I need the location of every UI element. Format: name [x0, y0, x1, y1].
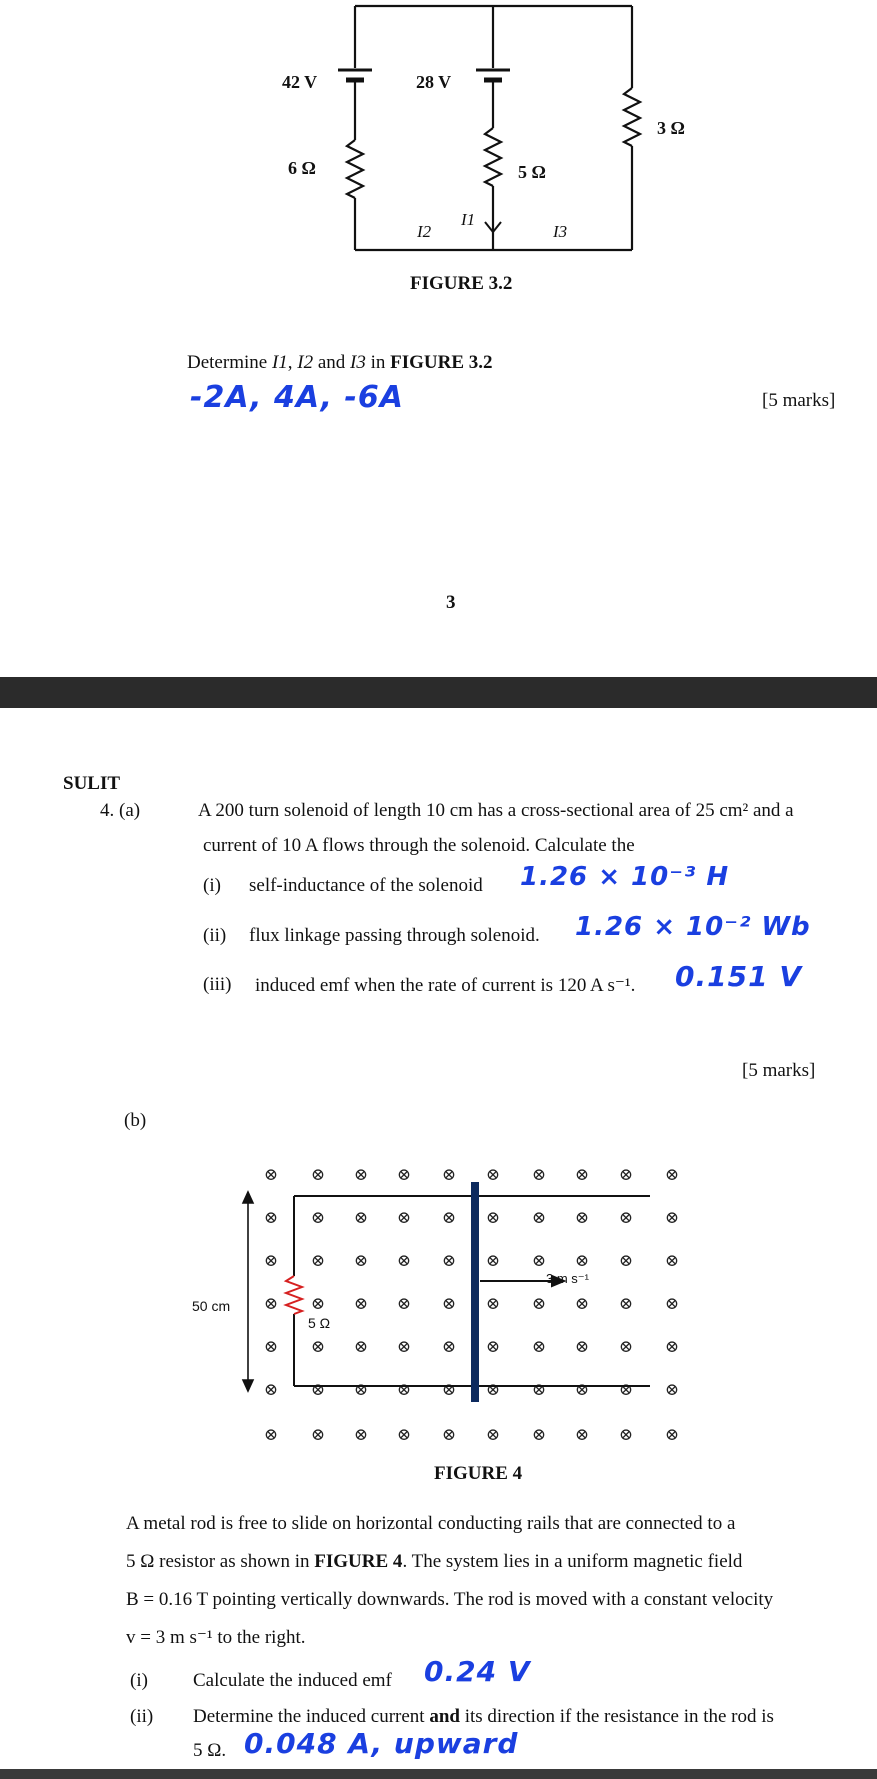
part-b-ii-line2: 5 Ω. [193, 1740, 227, 1761]
bottom-dark-bar [0, 1769, 877, 1779]
field-into-page-icon: ⊗ [441, 1165, 457, 1184]
field-into-page-icon: ⊗ [664, 1380, 680, 1399]
field-into-page-icon: ⊗ [396, 1337, 412, 1356]
field-into-page-icon: ⊗ [574, 1294, 590, 1313]
field-into-page-icon: ⊗ [664, 1425, 680, 1444]
field-into-page-icon: ⊗ [353, 1380, 369, 1399]
field-into-page-icon: ⊗ [574, 1425, 590, 1444]
field-into-page-icon: ⊗ [574, 1208, 590, 1227]
handwritten-answer-current-direction: 0.048 A, upward [244, 1727, 519, 1760]
field-into-page-icon: ⊗ [263, 1425, 279, 1444]
question-4b-number: (b) [124, 1110, 147, 1131]
field-into-page-icon: ⊗ [396, 1380, 412, 1399]
part-i-text: self-inductance of the solenoid [249, 875, 483, 896]
page-number: 3 [446, 592, 456, 613]
field-into-page-icon: ⊗ [664, 1294, 680, 1313]
field-into-page-icon: ⊗ [531, 1294, 547, 1313]
field-into-page-icon: ⊗ [531, 1251, 547, 1270]
field-into-page-icon: ⊗ [353, 1294, 369, 1313]
figure-3-2-caption: FIGURE 3.2 [410, 273, 513, 294]
field-into-page-icon: ⊗ [353, 1425, 369, 1444]
part-b-ii-text: Determine the induced current and its direction if the resistance in the rod is [193, 1706, 774, 1727]
field-into-page-icon: ⊗ [441, 1208, 457, 1227]
field-into-page-icon: ⊗ [618, 1294, 634, 1313]
para-line1: A metal rod is free to slide on horizontal conducting rails that are connected to a [126, 1513, 736, 1534]
field-into-page-icon: ⊗ [263, 1208, 279, 1227]
question-4a-number: 4. (a) [100, 800, 141, 821]
sulit-header: SULIT [63, 773, 121, 794]
part-ii-text: flux linkage passing through solenoid. [249, 925, 540, 946]
part-ii-number: (ii) [203, 925, 227, 946]
resistor-5-ohm-label: 5 Ω [518, 162, 546, 182]
resistor-5-ohm-fig4-label: 5 Ω [308, 1315, 331, 1331]
emf-42v-label: 42 V [282, 72, 318, 92]
field-into-page-icon: ⊗ [263, 1337, 279, 1356]
handwritten-answer-flux-linkage: 1.26 × 10⁻² Wb [575, 912, 811, 942]
field-into-page-icon: ⊗ [396, 1165, 412, 1184]
field-into-page-icon: ⊗ [310, 1208, 326, 1227]
field-into-page-icon: ⊗ [485, 1294, 501, 1313]
field-into-page-icon: ⊗ [263, 1251, 279, 1270]
figure-4-rails-diagram [180, 1150, 720, 1450]
field-into-page-icon: ⊗ [353, 1208, 369, 1227]
para-line3: B = 0.16 T pointing vertically downwards. The rod is moved with a constant velocity [126, 1589, 774, 1610]
field-into-page-icon: ⊗ [531, 1208, 547, 1227]
field-into-page-icon: ⊗ [574, 1251, 590, 1270]
field-into-page-icon: ⊗ [664, 1208, 680, 1227]
field-into-page-icon: ⊗ [396, 1425, 412, 1444]
length-50cm-label: 50 cm [192, 1298, 231, 1314]
part-iii-text: induced emf when the rate of current is 120 A s⁻¹. [255, 975, 636, 996]
page-separator-bar [0, 677, 877, 708]
para-line2: 5 Ω resistor as shown in FIGURE 4. The system lies in a uniform magnetic field [126, 1551, 743, 1572]
field-into-page-icon: ⊗ [441, 1425, 457, 1444]
circuit-figure-3-2 [0, 0, 877, 300]
field-into-page-icon: ⊗ [531, 1337, 547, 1356]
part-b-ii-number: (ii) [130, 1706, 154, 1727]
field-into-page-icon: ⊗ [396, 1251, 412, 1270]
velocity-label: 3 m s⁻¹ [546, 1271, 589, 1286]
field-into-page-icon: ⊗ [574, 1165, 590, 1184]
field-into-page-icon: ⊗ [531, 1165, 547, 1184]
field-into-page-icon: ⊗ [618, 1337, 634, 1356]
field-into-page-icon: ⊗ [396, 1208, 412, 1227]
field-into-page-icon: ⊗ [441, 1337, 457, 1356]
handwritten-answer-self-inductance: 1.26 × 10⁻³ H [520, 862, 730, 892]
part-i-number: (i) [203, 875, 221, 896]
field-into-page-icon: ⊗ [353, 1337, 369, 1356]
field-into-page-icon: ⊗ [441, 1251, 457, 1270]
question-4a-line2: current of 10 A flows through the solenoid. Calculate the [203, 835, 635, 856]
field-into-page-icon: ⊗ [664, 1165, 680, 1184]
field-into-page-icon: ⊗ [441, 1294, 457, 1313]
part-b-i-text: Calculate the induced emf [193, 1670, 392, 1691]
field-into-page-icon: ⊗ [485, 1337, 501, 1356]
field-into-page-icon: ⊗ [664, 1251, 680, 1270]
field-into-page-icon: ⊗ [263, 1165, 279, 1184]
current-i3-label: I3 [553, 222, 568, 241]
field-into-page-icon: ⊗ [310, 1337, 326, 1356]
field-into-page-icon: ⊗ [263, 1294, 279, 1313]
field-into-page-icon: ⊗ [485, 1425, 501, 1444]
field-into-page-icon: ⊗ [310, 1251, 326, 1270]
field-into-page-icon: ⊗ [618, 1380, 634, 1399]
field-into-page-icon: ⊗ [353, 1165, 369, 1184]
field-into-page-icon: ⊗ [531, 1380, 547, 1399]
figure-4-caption: FIGURE 4 [434, 1463, 523, 1484]
field-into-page-icon: ⊗ [485, 1165, 501, 1184]
field-into-page-icon: ⊗ [310, 1380, 326, 1399]
marks-label: [5 marks] [762, 390, 836, 411]
field-into-page-icon: ⊗ [485, 1380, 501, 1399]
field-into-page-icon: ⊗ [531, 1425, 547, 1444]
emf-28v-label: 28 V [416, 72, 452, 92]
resistor-6-ohm-label: 6 Ω [288, 158, 316, 178]
field-into-page-icon: ⊗ [485, 1208, 501, 1227]
field-into-page-icon: ⊗ [310, 1425, 326, 1444]
handwritten-answer-emf: 0.24 V [424, 1655, 531, 1688]
field-into-page-icon: ⊗ [441, 1380, 457, 1399]
field-into-page-icon: ⊗ [310, 1294, 326, 1313]
field-into-page-icon: ⊗ [618, 1251, 634, 1270]
field-into-page-icon: ⊗ [664, 1337, 680, 1356]
handwritten-answer-induced-emf: 0.151 V [675, 960, 802, 993]
field-into-page-icon: ⊗ [574, 1380, 590, 1399]
resistor-3-ohm-label: 3 Ω [657, 118, 685, 138]
field-into-page-icon: ⊗ [574, 1337, 590, 1356]
marks-label-4a: [5 marks] [742, 1060, 816, 1081]
part-iii-number: (iii) [203, 974, 232, 995]
question-4a-line1: A 200 turn solenoid of length 10 cm has a cross-sectional area of 25 cm² and a [198, 800, 794, 821]
field-into-page-icon: ⊗ [396, 1294, 412, 1313]
current-i2-label: I2 [417, 222, 432, 241]
field-into-page-icon: ⊗ [353, 1251, 369, 1270]
current-i1-label: I1 [461, 210, 476, 229]
field-into-page-icon: ⊗ [618, 1165, 634, 1184]
part-b-i-number: (i) [130, 1670, 148, 1691]
field-into-page-icon: ⊗ [618, 1208, 634, 1227]
para-line4: v = 3 m s⁻¹ to the right. [126, 1627, 306, 1648]
field-into-page-icon: ⊗ [485, 1251, 501, 1270]
field-into-page-icon: ⊗ [310, 1165, 326, 1184]
handwritten-answer-currents: -2A, 4A, -6A [190, 380, 404, 415]
field-into-page-icon: ⊗ [263, 1380, 279, 1399]
field-into-page-icon: ⊗ [618, 1425, 634, 1444]
question-determine-currents: Determine I1, I2 and I3 in FIGURE 3.2 [187, 352, 493, 373]
